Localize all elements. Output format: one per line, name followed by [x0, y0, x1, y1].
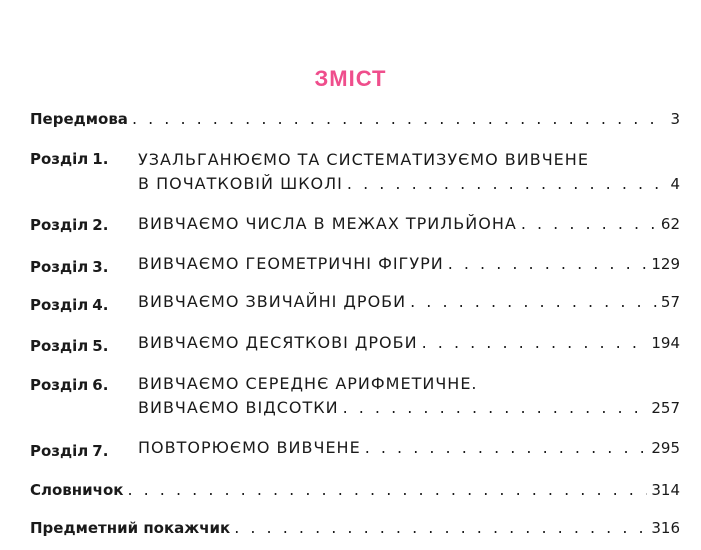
toc-entry-title: ПОВТОРЮЄМО ВИВЧЕНЕ — [138, 438, 361, 457]
dot-leader — [422, 333, 648, 352]
chapter-label: Розділ 7. — [30, 442, 109, 460]
toc-page-number: 62 — [660, 215, 680, 233]
toc-page-number: 314 — [651, 481, 680, 499]
page-title: ЗМІСТ — [314, 66, 387, 91]
dot-leader — [234, 518, 647, 537]
chapter-label: Розділ 5. — [30, 337, 109, 355]
toc-entry-title: ВИВЧАЄМО ЧИСЛА В МЕЖАХ ТРИЛЬЙОНА — [138, 214, 517, 233]
toc-page-number: 316 — [651, 519, 680, 537]
toc-line — [138, 214, 680, 233]
toc-line — [30, 480, 680, 499]
toc-line — [138, 438, 680, 457]
toc-line — [138, 174, 680, 193]
chapter-label: Розділ 4. — [30, 296, 109, 314]
toc-line — [138, 150, 698, 169]
chapter-label: Розділ 6. — [30, 376, 109, 394]
dot-leader — [132, 109, 667, 128]
toc-line — [138, 292, 680, 311]
toc-page-number: 295 — [651, 439, 680, 457]
toc-entry-title: УЗАЛЬГАНЮЄМО ТА СИСТЕМАТИЗУЄМО ВИВЧЕНЕ — [138, 150, 589, 169]
toc-entry-label: Предметний покажчик — [30, 519, 231, 537]
toc-page-number: 257 — [651, 399, 680, 417]
chapter-label: Розділ 3. — [30, 258, 109, 276]
dot-leader — [448, 254, 648, 273]
toc-line — [138, 398, 680, 417]
toc-entry-title: В ПОЧАТКОВІЙ ШКОЛІ — [138, 174, 343, 193]
toc-page-number: 129 — [651, 255, 680, 273]
dot-leader — [127, 480, 647, 499]
dot-leader — [347, 174, 667, 193]
toc-entry-title: ВИВЧАЄМО ГЕОМЕТРИЧНІ ФІГУРИ — [138, 254, 444, 273]
dot-leader — [343, 398, 648, 417]
dot-leader — [410, 292, 657, 311]
toc-line — [138, 333, 680, 352]
toc-page-number: 194 — [651, 334, 680, 352]
toc-line — [30, 518, 680, 537]
toc-page-number: 3 — [670, 110, 680, 128]
dot-leader — [365, 438, 648, 457]
dot-leader — [521, 214, 657, 233]
chapter-label: Розділ 2. — [30, 216, 109, 234]
toc-line — [30, 109, 680, 128]
toc-line — [138, 254, 680, 273]
toc-page-number: 4 — [670, 175, 680, 193]
toc-entry-title: ВИВЧАЄМО ДЕСЯТКОВІ ДРОБИ — [138, 333, 418, 352]
toc-entry-title: ВИВЧАЄМО ВІДСОТКИ — [138, 398, 339, 417]
toc-entry-label: Словничок — [30, 481, 124, 499]
toc-entry-title: ВИВЧАЄМО СЕРЕДНЄ АРИФМЕТИЧНЕ. — [138, 374, 478, 393]
toc-entry-label: Передмова — [30, 110, 128, 128]
toc-entry-title: ВИВЧАЄМО ЗВИЧАЙНІ ДРОБИ — [138, 292, 407, 311]
toc-page-number: 57 — [660, 293, 680, 311]
chapter-label: Розділ 1. — [30, 150, 109, 168]
toc-line — [138, 374, 698, 393]
